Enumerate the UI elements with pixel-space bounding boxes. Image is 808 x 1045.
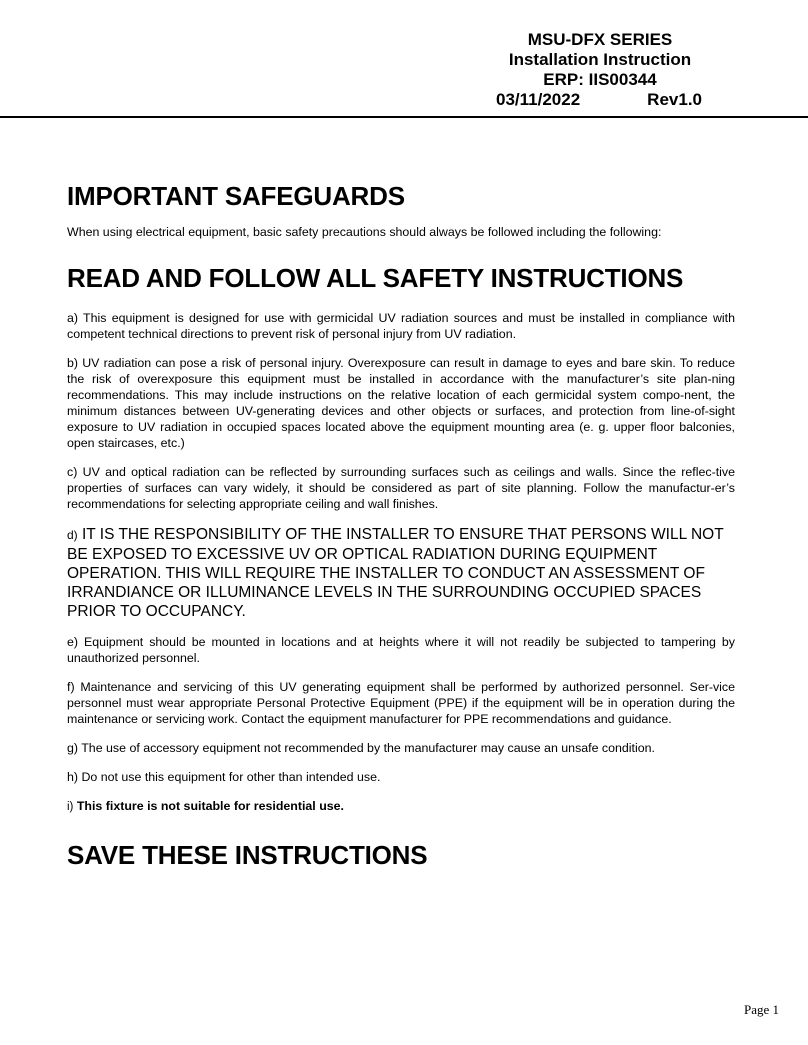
instruction-item-i — [67, 798, 735, 815]
header-divider — [0, 116, 808, 118]
item-i-body: This fixture is not suitable for residential use. — [76, 799, 344, 813]
instruction-item-a: a) This equipment is designed for use with germicidal UV radiation sources and must be installed in compliance with competent technical directions to prevent risk of personal injury from UV radiation. — [67, 311, 735, 341]
header-revision: Rev1.0 — [647, 90, 702, 109]
safeguards-intro: When using electrical equipment, basic safety precautions should always be followed including the following: — [67, 225, 662, 239]
header-doc-type: Installation Instruction — [508, 50, 692, 69]
header-date: 03/11/2022 — [496, 90, 581, 109]
item-d-body: IT IS THE RESPONSIBILITY OF THE INSTALLER TO ENSURE THAT PERSONS WILL NOT BE EXPOSED TO EXCESSIVE UV OR OPTICAL RADIATION DURING EQUIPMENT OPERATION. THIS WILL REQUIRE THE INSTALLER TO CONDUCT AN ASSESSMENT OF IRRANDIANCE OR ILLUMINANCE LEVELS IN THE SURROUNDING OCCUPIED SPACES PRIOR TO OCCUPANCY. — [67, 526, 724, 620]
instruction-item-c: c) UV and optical radiation can be reflected by surrounding surfaces such as ceilings and walls. Since the reflec-tive properties of surfaces can vary widely, it should be considered as part of site planning. Follow the manufactur-er’s recommendations for selecting appropriate ceiling and wall finishes. — [67, 465, 735, 511]
item-i-lead: i) — [67, 801, 74, 813]
page-number: Page 1 — [743, 1002, 779, 1017]
read-follow-title: READ AND FOLLOW ALL SAFETY INSTRUCTIONS — [67, 263, 684, 293]
header-erp: ERP: IIS00344 — [543, 70, 657, 89]
header-date-revision — [490, 90, 710, 110]
document-header — [490, 30, 710, 110]
save-instructions-title: SAVE THESE INSTRUCTIONS — [67, 840, 428, 870]
instruction-item-h: h) Do not use this equipment for other than intended use. — [67, 770, 381, 784]
safeguards-title: IMPORTANT SAFEGUARDS — [67, 181, 405, 211]
instruction-item-b: b) UV radiation can pose a risk of personal injury. Overexposure can result in damage to eyes and bare skin. To reduce the risk of overexposure this equipment must be installed in accordance with the manufacturer’s site plan-ning recommendations. This may include instructions on the relative location of each germicidal system compo-nent, the minimum distances between UV-generating devices and other objects or surfaces, and protection from line-of-sight exposure to UV radiation in occupied spaces located above the equipment mounting area (e. g. upper floor balconies, open staircases, etc.) — [67, 356, 735, 450]
instruction-item-f: f) Maintenance and servicing of this UV generating equipment shall be performed by authorized personnel. Ser-vice personnel must wear appropriate Personal Protective Equipment (PPE) if the equipment will be in operation during the maintenance or servicing work. Contact the equipment manufacturer for PPE recommendations and guidance. — [67, 680, 735, 726]
instruction-item-e: e) Equipment should be mounted in locations and at heights where it will not readily be subjected to tampering by unauthorized personnel. — [67, 635, 735, 665]
item-d-lead: d) — [67, 528, 78, 542]
header-series: MSU-DFX SERIES — [527, 30, 673, 49]
instruction-item-d — [67, 525, 735, 621]
instruction-item-g: g) The use of accessory equipment not recommended by the manufacturer may cause an unsafe condition. — [67, 741, 655, 755]
page-body — [67, 178, 735, 873]
